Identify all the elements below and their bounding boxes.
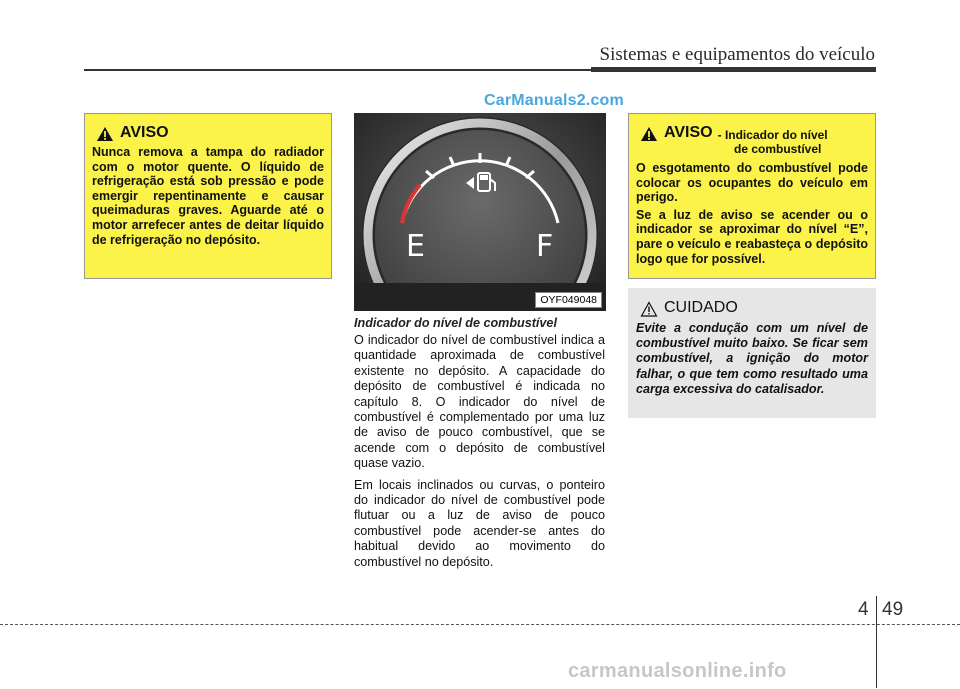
warning-text (636, 161, 868, 266)
gauge-label-empty: E (406, 229, 425, 264)
site-watermark[interactable]: carmanualsonline.info (568, 660, 787, 682)
warning-subtitle-line2: de combustível (734, 142, 822, 156)
gauge-label-full: F (536, 229, 554, 264)
page-separator (876, 596, 877, 688)
caution-title: CUIDADO (664, 299, 738, 316)
warning-subtitle: - Indicador do nível (717, 128, 828, 142)
warning-header (640, 124, 868, 142)
warning-title: AVISO (120, 124, 169, 141)
warning-title: AVISO (664, 124, 713, 141)
fuel-gauge-illustration (354, 113, 606, 311)
warning-paragraph-1: O esgotamento do combustível pode colocar os ocupantes do veículo em perigo. (636, 161, 868, 205)
caution-text: Evite a condução com um nível de combustível muito baixo. Se ficar sem combustível, a ignição do motor falhar, o que tem como resultado uma carga excessiva do catalisador. (636, 321, 868, 396)
caution-header (640, 299, 868, 317)
section-title: Sistemas e equipamentos do veículo (599, 44, 875, 65)
image-code: OYF049048 (535, 292, 602, 308)
fuel-gauge-body (354, 333, 605, 576)
warning-header (96, 124, 324, 142)
watermark-logo[interactable]: CarManuals2.com (484, 92, 624, 109)
body-paragraph-2: Em locais inclinados ou curvas, o ponteiro do indicador do nível de combustível pode flutuar ou a luz de aviso de pouco combustível pode acender-se antes do habitual devido ao movimento do combustível no depósito. (354, 477, 605, 569)
fuel-gauge-image (354, 113, 606, 311)
header-rule-accent (591, 67, 876, 72)
warning-text: Nunca remova a tampa do radiador com o motor quente. O líquido de refrigeração está sob pressão e pode emergir repentinamente e causar queimaduras graves. Aguarde até o motor arrefecer antes de deitar líquido de refrigeração no depósito. (92, 145, 324, 247)
warning-icon (96, 126, 114, 142)
footer-rule (0, 624, 960, 625)
fuel-gauge-caption: Indicador do nível de combustível (354, 316, 557, 330)
warning-icon (640, 126, 658, 142)
caution-box (628, 288, 876, 418)
warning-box-fuel (628, 113, 876, 279)
body-paragraph-1: O indicador do nível de combustível indica a quantidade aproximada de combustível existente no depósito. A capacidade do depósito de combustível é indicada no capítulo 8. O indicador do nível de combustível é complementado por uma luz de aviso de pouco combustível, que se acende com o depósito de combustível quase vazio. (354, 333, 605, 471)
chapter-number: 4 (858, 599, 869, 620)
warning-box-radiator (84, 113, 332, 279)
warning-paragraph-2: Se a luz de aviso se acender ou o indicador se aproximar do nível “E”, pare o veículo e reabasteça o depósito logo que for possível. (636, 207, 868, 266)
page-number: 49 (882, 599, 904, 620)
caution-icon (640, 301, 658, 317)
